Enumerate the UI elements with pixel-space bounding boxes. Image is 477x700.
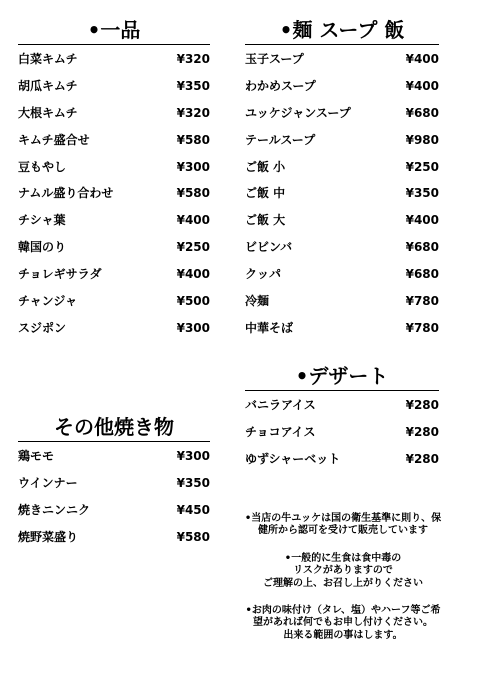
menu-item (18, 207, 210, 234)
menu-item-price: ¥780 (405, 320, 439, 335)
menu-list (18, 443, 210, 551)
section-divider (18, 44, 210, 45)
menu-item-price: ¥350 (405, 186, 439, 201)
menu-item-name: チシャ葉 (18, 213, 66, 228)
menu-item-price: ¥680 (405, 105, 439, 120)
menu-item-price: ¥400 (176, 267, 210, 282)
menu-item-name: 豆もやし (18, 159, 67, 174)
menu-item-name: ウインナー (18, 475, 78, 490)
menu-item (245, 288, 439, 315)
menu-item-name: 鶏モモ (18, 449, 55, 463)
menu-list (18, 46, 210, 342)
menu-item (245, 419, 439, 446)
menu-item (18, 46, 210, 73)
menu-item-name: 焼野菜盛り (18, 529, 79, 544)
menu-item-name: ユッケジャンスープ (245, 105, 351, 120)
menu-item (245, 46, 439, 73)
menu-item-price: ¥780 (405, 294, 439, 309)
menu-item-price: ¥680 (405, 240, 439, 255)
section-title: •麺 スープ 飯 (279, 18, 405, 42)
menu-item (18, 524, 210, 551)
menu-item-price: ¥580 (176, 529, 210, 544)
section-ippin (18, 18, 210, 342)
menu-item-name: 冷麺 (245, 294, 270, 309)
menu-item-price: ¥350 (176, 475, 210, 490)
section-dessert (245, 364, 439, 473)
menu-item (245, 315, 439, 342)
menu-item (245, 180, 439, 207)
notice-raw-food-risk: •一般的に生食は食中毒の リスクがありますので ご理解の上、お召し上がりください (263, 552, 423, 589)
menu-item (18, 497, 210, 524)
section-title: その他焼き物 (54, 415, 174, 439)
menu-item-price: ¥350 (176, 78, 210, 93)
menu-list (245, 392, 439, 473)
menu-item-name: スジポン (18, 320, 67, 335)
menu-item-name: 韓国のり (18, 240, 67, 255)
menu-item (245, 73, 439, 100)
menu-item-name: わかめスープ (245, 78, 316, 93)
menu-item-price: ¥450 (176, 502, 210, 517)
menu-item-name: チャンジャ (18, 294, 78, 309)
menu-item (18, 180, 210, 207)
menu-item-name: 胡瓜キムチ (18, 78, 78, 93)
menu-item (18, 154, 210, 181)
menu-item-price: ¥500 (176, 294, 210, 309)
menu-item (18, 288, 210, 315)
section-title: •一品 (87, 18, 141, 42)
notice-seasoning-requests: •お肉の味付け（タレ、塩）やハーフ等ご希望があれば何でもお申し付けください。 出来る範囲の事はします。 (245, 605, 441, 641)
menu-item-name: ビビンバ (245, 240, 293, 255)
menu-item (18, 470, 210, 497)
menu-item (18, 73, 210, 100)
menu-item-price: ¥580 (176, 132, 210, 147)
menu-item-name: テールスープ (245, 132, 316, 147)
menu-item (18, 127, 210, 154)
notice-block (243, 513, 443, 657)
menu-item-price: ¥400 (176, 213, 210, 228)
menu-item-price: ¥300 (176, 320, 210, 335)
menu-item (245, 234, 439, 261)
menu-item (245, 207, 439, 234)
menu-item-name: ご飯 大 (245, 213, 286, 228)
menu-item-name: 焼きニンニク (18, 502, 91, 517)
menu-item-name: ご飯 小 (245, 159, 286, 174)
menu-item-price: ¥300 (176, 449, 210, 463)
menu-item-price: ¥680 (405, 267, 439, 282)
section-title: •デザート (295, 364, 389, 388)
menu-item-price: ¥280 (405, 451, 439, 466)
menu-item (18, 234, 210, 261)
menu-item (18, 443, 210, 470)
section-noodles-soup-rice (245, 18, 439, 342)
menu-list (245, 46, 439, 342)
menu-item-name: ゆずシャーベット (245, 451, 341, 466)
menu-item-price: ¥280 (405, 424, 439, 439)
menu-item-price: ¥320 (176, 105, 210, 120)
menu-item (245, 154, 439, 181)
menu-item-price: ¥280 (405, 398, 439, 412)
menu-item-price: ¥580 (176, 186, 210, 201)
menu-item (245, 100, 439, 127)
menu-item (245, 392, 439, 419)
notice-yukke: •当店の牛ユッケは国の衛生基準に則り、保健所から認可を受けて販売しています (244, 513, 442, 537)
menu-item-price: ¥980 (405, 132, 439, 147)
menu-item-price: ¥320 (176, 52, 210, 66)
section-yakimono (18, 415, 210, 551)
menu-item-name: バニラアイス (245, 398, 316, 412)
menu-item-name: ナムル盛り合わせ (18, 186, 114, 201)
menu-item-price: ¥400 (405, 78, 439, 93)
menu-item-name: 玉子スープ (245, 52, 304, 66)
menu-item (18, 315, 210, 342)
menu-item (245, 446, 439, 473)
menu-item-price: ¥250 (405, 159, 439, 174)
menu-item-name: チョコアイス (245, 424, 316, 439)
menu-item-name: 白菜キムチ (18, 52, 78, 66)
menu-item (245, 127, 439, 154)
menu-item-price: ¥400 (405, 213, 439, 228)
menu-item-name: 大根キムチ (18, 105, 78, 120)
section-divider (245, 44, 439, 45)
menu-item-name: キムチ盛合せ (18, 132, 90, 147)
menu-item-price: ¥250 (176, 240, 210, 255)
menu-item (245, 261, 439, 288)
menu-item-name: クッパ (245, 267, 282, 282)
section-divider (245, 390, 439, 391)
menu-item-name: 中華そば (245, 320, 294, 335)
menu-item-name: チョレギサラダ (18, 267, 102, 282)
menu-item-price: ¥400 (405, 52, 439, 66)
section-divider (18, 441, 210, 442)
menu-item (18, 261, 210, 288)
menu-item-name: ご飯 中 (245, 186, 286, 201)
menu-item (18, 100, 210, 127)
menu-item-price: ¥300 (176, 159, 210, 174)
